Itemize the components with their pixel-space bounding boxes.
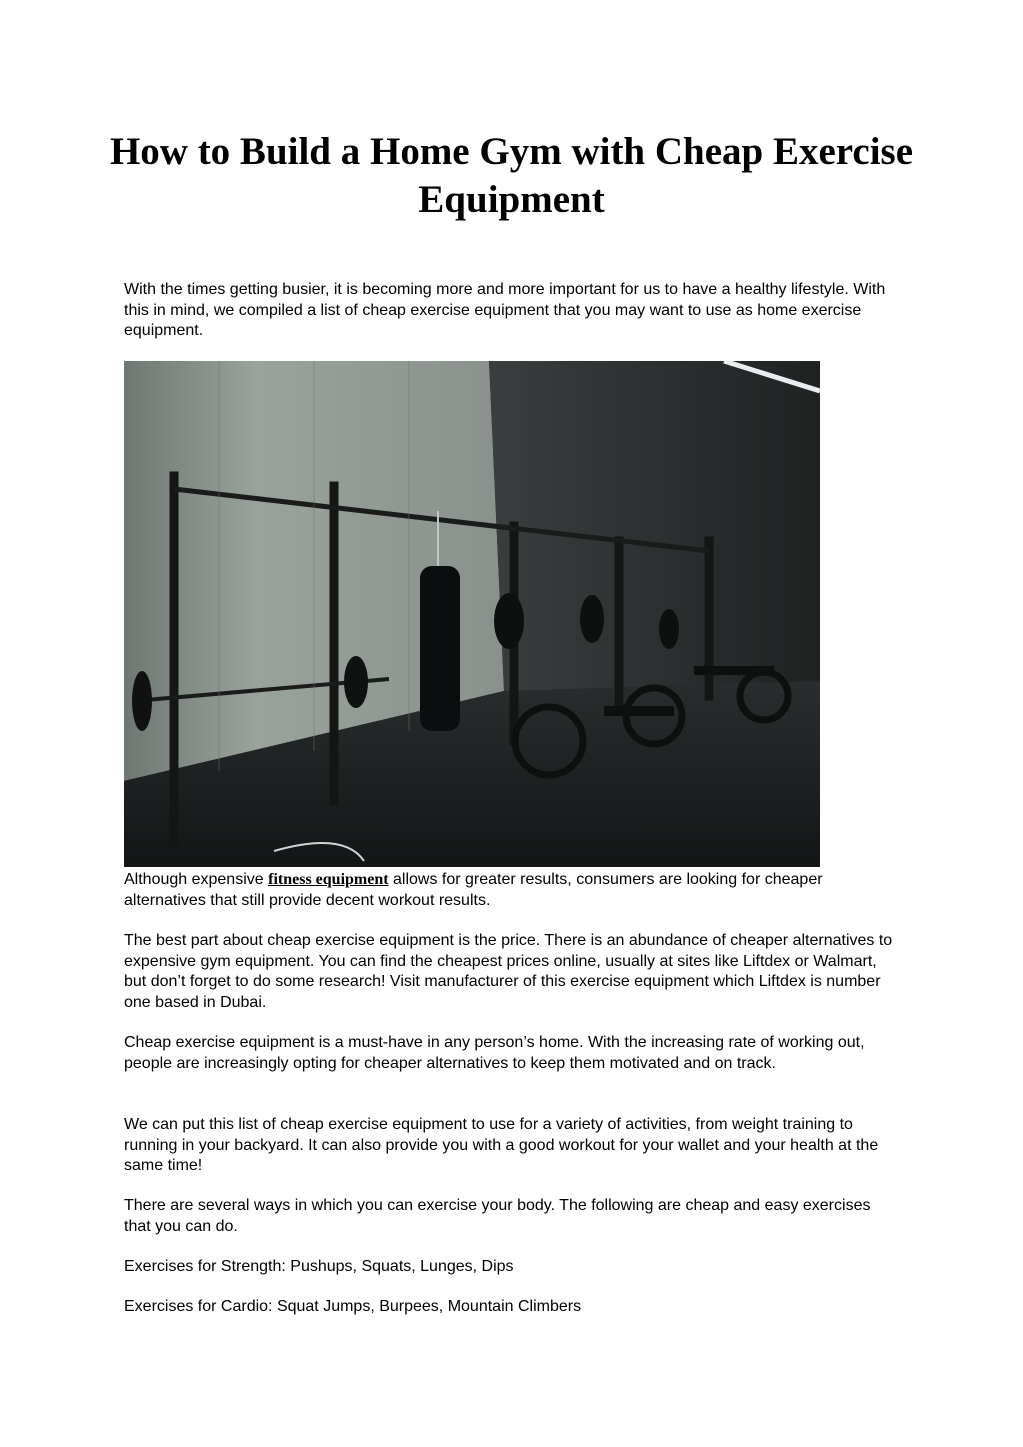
home-gym-photo bbox=[124, 361, 820, 867]
strength-exercises-paragraph: Exercises for Strength: Pushups, Squats, Lunges, Dips bbox=[124, 1258, 514, 1275]
ways-to-exercise-paragraph: There are several ways in which you can exercise your body. The following are cheap and easy exercises that you can do. bbox=[124, 1197, 871, 1235]
activities-paragraph: We can put this list of cheap exercise equipment to use for a variety of activities, from weight training to running in your backyard. It can also provide you with a good workout for your wallet and your health at the same time! bbox=[124, 1116, 879, 1174]
fitness-equipment-link[interactable]: fitness equipment bbox=[268, 871, 389, 888]
article-title: How to Build a Home Gym with Cheap Exercise Equipment bbox=[109, 130, 914, 221]
intro-paragraph: With the times getting busier, it is becoming more and more important for us to have a healthy lifestyle. With this in mind, we compiled a list of cheap exercise equipment that you may want to use as home exercise equipment. bbox=[124, 281, 886, 339]
paragraph-text-before-link: Although expensive bbox=[124, 871, 269, 888]
price-paragraph: The best part about cheap exercise equipment is the price. There is an abundance of cheaper alternatives to expensive gym equipment. You can find the cheapest prices online, usually at sites like Liftdex or Walmart, but don’t forget to do some research! Visit manufacturer of this exercise equipment which Liftdex is number one based in Dubai. bbox=[124, 932, 893, 1011]
paragraph-text-after-link: allows for greater results, consumers are looking for cheaper alternatives that still provide decent workout results. bbox=[124, 871, 823, 909]
cardio-exercises-paragraph: Exercises for Cardio: Squat Jumps, Burpees, Mountain Climbers bbox=[124, 1298, 582, 1315]
expensive-equipment-paragraph bbox=[124, 870, 894, 911]
must-have-paragraph: Cheap exercise equipment is a must-have in any person’s home. With the increasing rate of working out, people are increasingly opting for cheaper alternatives to keep them motivated and on track. bbox=[124, 1034, 865, 1072]
